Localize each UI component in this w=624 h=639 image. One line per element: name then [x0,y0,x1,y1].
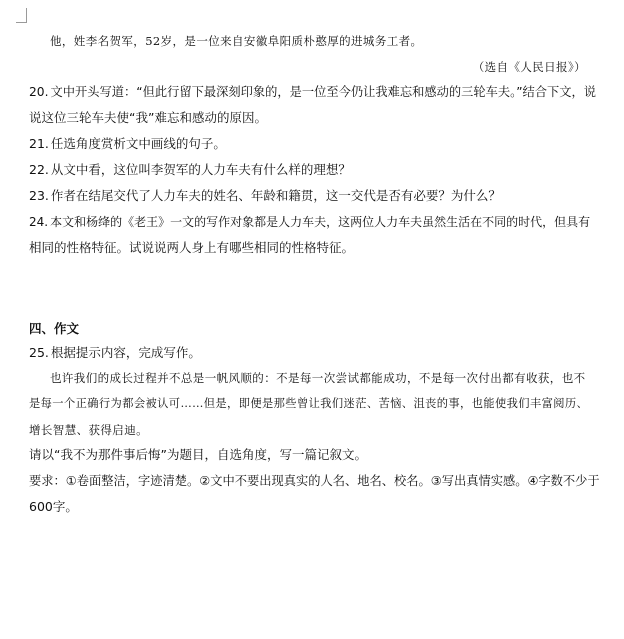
question-text: 文中开头写道：“但此行留下最深刻印象的，是一位至今仍让我难忘和感动的三轮车夫。”结合下文，说 [50,85,597,99]
question-text: 任选角度赏析文中画线的句子。 [50,136,226,151]
passage-source: （选自《人民日报》） [472,60,586,74]
requirements-line-2: 600字。 [29,499,78,514]
writing-prompt-line-2: 是每一个正确行为都会被认可……但是，即便是那些曾让我们迷茫、苦恼、沮丧的事，也能使我们丰富阅历、 [29,397,589,410]
question-25 [29,345,201,361]
section-heading: 四、作文 [29,321,80,336]
question-24-continued: 相同的性格特征。试说说两人身上有哪些相同的性格特征。 [29,240,355,255]
question-text: 作者在结尾交代了人力车夫的姓名、年龄和籍贯，这一交代是否有必要？为什么？ [50,188,501,203]
question-number: 22. [29,162,49,177]
question-number: 24. [29,215,49,229]
question-21 [29,136,226,152]
title-instruction: 请以“我不为那件事后悔”为题目，自选角度，写一篇记叙文。 [29,447,367,462]
question-number: 21. [29,136,49,151]
question-text: 从文中看，这位叫李贺军的人力车夫有什么样的理想？ [50,162,351,177]
question-number: 25. [29,345,49,360]
question-20-continued: 说这位三轮车夫使“我”难忘和感动的原因。 [29,110,267,125]
question-number: 20. [29,85,49,99]
requirements-line-1: 要求：①卷面整洁，字迹清楚。②文中不要出现真实的人名、地名、校名。③写出真情实感。④字数不少于 [29,474,600,488]
question-22 [29,162,351,178]
question-text: 根据提示内容，完成写作。 [50,345,201,360]
passage-end-line: 他，姓李名贺军，52岁，是一位来自安徽阜阳质朴憨厚的进城务工者。 [50,34,423,48]
question-23 [29,188,501,204]
question-24 [29,214,590,230]
question-number: 23. [29,188,49,203]
question-20 [29,84,596,100]
question-text: 本文和杨绛的《老王》一文的写作对象都是人力车夫，这两位人力车夫虽然生活在不同的时代，但具有 [50,215,591,229]
writing-prompt-line-1: 也许我们的成长过程并不总是一帆风顺的：不是每一次尝试都能成功，不是每一次付出都有收获，也不 [50,371,586,385]
page-corner-mark [16,8,27,23]
writing-prompt-line-3: 增长智慧、获得启迪。 [29,423,148,437]
